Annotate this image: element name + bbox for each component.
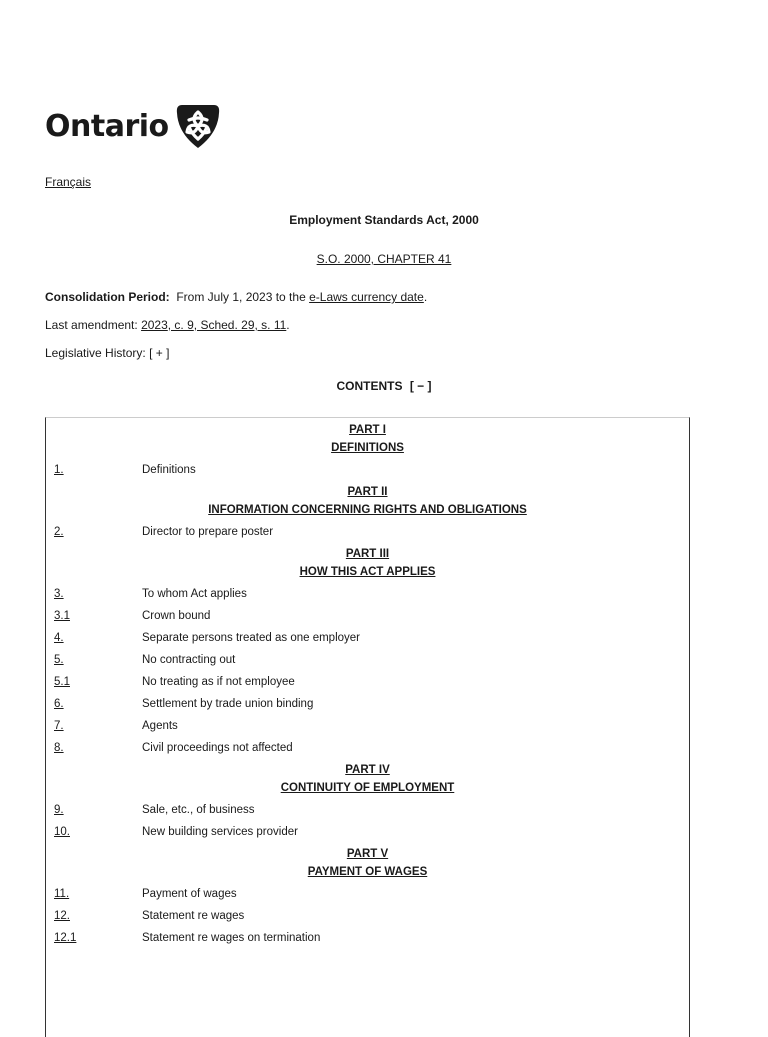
toc-part-number[interactable] [46, 545, 689, 563]
toc-part-title[interactable] [46, 779, 689, 797]
toc-part-title-link[interactable]: INFORMATION CONCERNING RIGHTS AND OBLIGATIONS [208, 504, 527, 516]
toc-part-title-link[interactable]: CONTINUITY OF EMPLOYMENT [280, 782, 455, 794]
toc-section-label: Settlement by trade union binding [142, 698, 314, 710]
legislative-history [45, 346, 169, 360]
toc-section-link[interactable]: 3. [54, 588, 64, 600]
toc-part-number[interactable] [46, 761, 689, 779]
toc-section-label: Statement re wages on termination [142, 932, 321, 944]
toc-part-number[interactable] [46, 845, 689, 863]
toc-part-title[interactable] [46, 863, 689, 881]
contents-toggle[interactable]: [ − ] [409, 379, 432, 393]
table-of-contents [45, 417, 690, 1037]
chapter-link[interactable]: S.O. 2000, CHAPTER 41 [316, 252, 452, 266]
legislative-history-toggle[interactable]: [ + ] [149, 346, 170, 360]
toc-section-label: No treating as if not employee [142, 676, 295, 688]
toc-part-title-link[interactable]: PAYMENT OF WAGES [307, 866, 428, 878]
toc-part-link[interactable]: PART V [346, 848, 389, 860]
toc-section-link[interactable]: 10. [54, 826, 70, 838]
toc-section-link[interactable]: 7. [54, 720, 64, 732]
amendment-chapter-link[interactable]: , c. 9 [167, 318, 194, 332]
toc-row [46, 801, 689, 819]
toc-row [46, 651, 689, 669]
currency-date-link[interactable]: e-Laws currency date [309, 290, 424, 304]
contents-title: CONTENTS [336, 379, 403, 393]
toc-section-label: Agents [142, 720, 178, 732]
logo-wordmark: Ontario [45, 108, 169, 144]
toc-section-label: Crown bound [142, 610, 211, 622]
toc-row [46, 885, 689, 903]
last-amendment: Last amendment: 2023, c. 9, Sched. 29, s. 11. [45, 318, 290, 332]
toc-part-link[interactable]: PART I [349, 424, 386, 436]
toc-row [46, 607, 689, 625]
toc-section-label: Director to prepare poster [142, 526, 274, 538]
toc-part-title[interactable] [46, 439, 689, 457]
toc-section-label: To whom Act applies [142, 588, 247, 600]
amendment-section-link[interactable]: , s. 11 [254, 318, 287, 332]
toc-row [46, 523, 689, 541]
toc-row [46, 629, 689, 647]
toc-part-title-link[interactable]: DEFINITIONS [331, 442, 404, 454]
toc-section-link[interactable]: 2. [54, 526, 64, 538]
toc-section-link[interactable]: 1. [54, 464, 64, 476]
toc-row [46, 695, 689, 713]
toc-section-label: Separate persons treated as one employer [142, 632, 360, 644]
toc-section-label: Civil proceedings not affected [142, 742, 293, 754]
toc-section-link[interactable]: 12. [54, 910, 70, 922]
consolidation-label: Consolidation Period: [45, 290, 170, 304]
toc-part-number[interactable] [46, 483, 689, 501]
toc-row [46, 739, 689, 757]
consolidation-text: From July 1, 2023 to the [176, 290, 306, 304]
last-amendment-label: Last amendment: [45, 318, 138, 332]
francais-link[interactable]: Français [45, 175, 92, 189]
legislative-history-label: Legislative History: [45, 346, 146, 360]
toc-part-link[interactable]: PART IV [345, 764, 390, 776]
toc-section-label: Definitions [142, 464, 196, 476]
contents-heading [0, 379, 768, 393]
toc-section-label: Payment of wages [142, 888, 237, 900]
toc-part-link[interactable]: PART II [347, 486, 388, 498]
toc-part-title[interactable] [46, 501, 689, 519]
toc-part-title-link[interactable]: HOW THIS ACT APPLIES [299, 566, 436, 578]
toc-part-title[interactable] [46, 563, 689, 581]
toc-row [46, 673, 689, 691]
toc-section-link[interactable]: 3.1 [54, 610, 70, 622]
toc-section-link[interactable]: 8. [54, 742, 64, 754]
toc-section-link[interactable]: 12.1 [54, 932, 77, 944]
toc-row [46, 929, 689, 947]
toc-section-label: New building services provider [142, 826, 298, 838]
toc-row [46, 823, 689, 841]
toc-row [46, 907, 689, 925]
toc-section-link[interactable]: 5.1 [54, 676, 70, 688]
toc-part-link[interactable]: PART III [345, 548, 390, 560]
toc-row [46, 461, 689, 479]
ontario-logo[interactable] [45, 103, 220, 149]
act-title: Employment Standards Act, 2000 [289, 213, 479, 227]
toc-part-number[interactable] [46, 421, 689, 439]
consolidation-period: Consolidation Period: From July 1, 2023 to the e-Laws currency date. [45, 290, 428, 304]
toc-section-link[interactable]: 5. [54, 654, 64, 666]
toc-row [46, 585, 689, 603]
trillium-icon [176, 103, 220, 149]
toc-section-label: Sale, etc., of business [142, 804, 255, 816]
toc-section-label: No contracting out [142, 654, 236, 666]
toc-row [46, 717, 689, 735]
toc-section-link[interactable]: 11. [54, 888, 70, 900]
amendment-schedule-link[interactable]: , Sched. 29 [193, 318, 255, 332]
toc-section-label: Statement re wages [142, 910, 245, 922]
amendment-year-link[interactable]: 2023 [141, 318, 168, 332]
toc-section-link[interactable]: 6. [54, 698, 64, 710]
toc-section-link[interactable]: 4. [54, 632, 64, 644]
toc-section-link[interactable]: 9. [54, 804, 64, 816]
